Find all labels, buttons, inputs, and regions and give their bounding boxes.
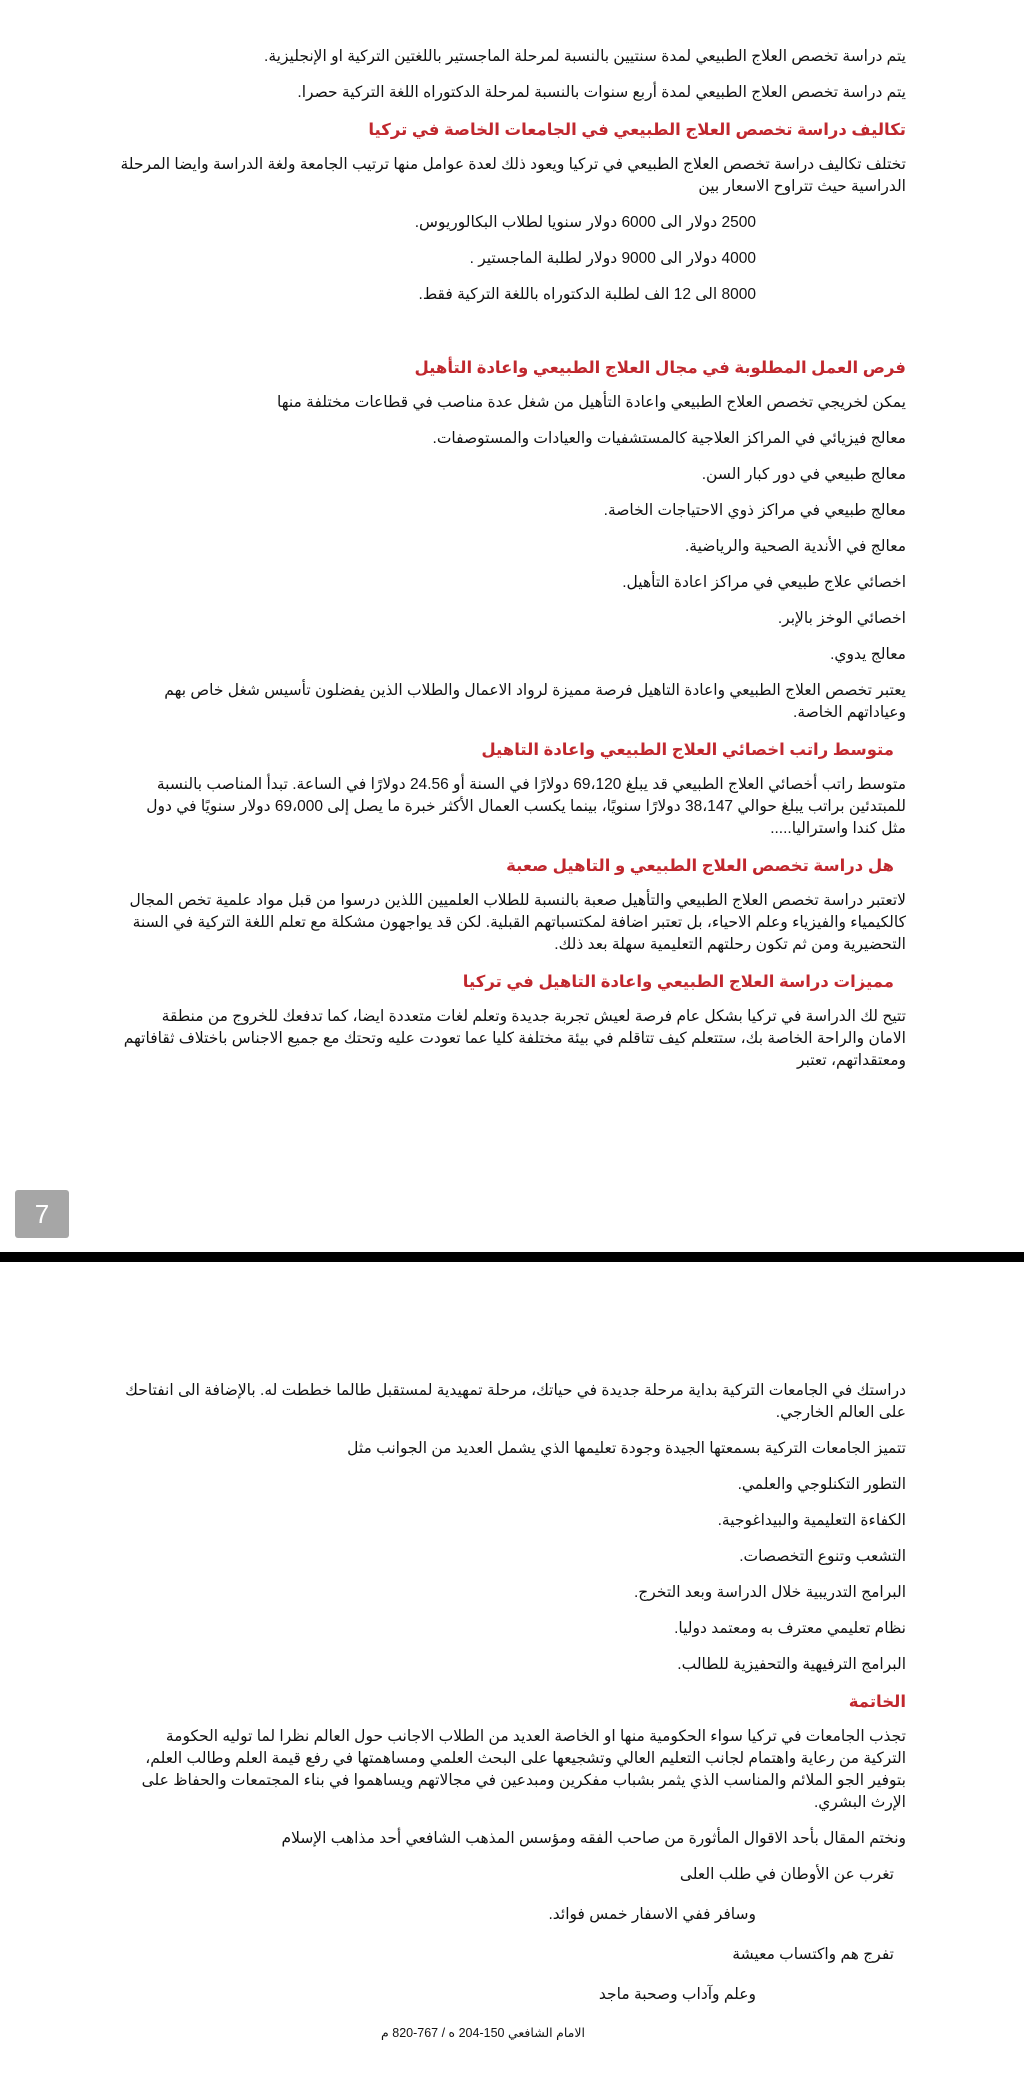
cost-item-masters: 4000 دولار الى 9000 دولار لطلبة الماجستير . — [469, 250, 756, 267]
conclusion-heading: الخاتمة — [848, 1693, 906, 1711]
cost-item-bachelor: 2500 دولار الى 6000 دولار سنويا لطلاب البكالوريوس. — [414, 214, 756, 231]
advantages-heading: مميزات دراسة العلاج الطبيعي واعادة التاهيل في تركيا — [462, 973, 894, 991]
costs-heading: تكاليف دراسة تخصص العلاج الطبيعي في الجامعات الخاصة في تركيا — [368, 121, 906, 139]
difficulty-heading: هل دراسة تخصص العلاج الطبيعي و التاهيل صعبة — [506, 857, 894, 875]
job-item: معالج في الأندية الصحية والرياضية. — [684, 538, 906, 555]
poem-line-3: تفرج هم واكتساب معيشة — [732, 1946, 894, 1963]
document-page-8 — [0, 1262, 1024, 2077]
quote-intro: ونختم المقال بأحد الاقوال المأثورة من صاحب الفقه ومؤسس المذهب الشافعي أحد مذاهب الإسلام — [281, 1830, 906, 1847]
cost-item-doctorate: 8000 الى 12 الف لطلبة الدكتوراه باللغة التركية فقط. — [418, 286, 756, 303]
costs-text: تختلف تكاليف دراسة تخصص العلاج الطبيعي في تركيا ويعود ذلك لعدة عوامل منها ترتيب الجامعة ولغة الدراسة وايضا المرحلة الدراسية حيث تتراوح الاسعار بين — [120, 156, 906, 195]
feature-item: الكفاءة التعليمية والبيداغوجية. — [717, 1512, 906, 1529]
feature-item: التطور التكنلوجي والعلمي. — [737, 1476, 906, 1493]
job-item: معالج طبيعي في دور كبار السن. — [701, 466, 906, 483]
page-2-intro: دراستك في الجامعات التركية بداية مرحلة جديدة في حياتك، مرحلة تمهيدية لمستقبل طالما خططت له. بالإضافة الى انفتاحك على العالم الخارجي. — [125, 1382, 906, 1421]
page-7-content — [120, 46, 906, 1086]
jobs-text: يمكن لخريجي تخصص العلاج الطبيعي واعادة التأهيل من شغل عدة مناصب في قطاعات مختلفة منها — [277, 394, 906, 411]
page-divider — [0, 1252, 1024, 1262]
conclusion-text: تجذب الجامعات في تركيا سواء الحكومية منها او الخاصة العديد من الطلاب الاجانب حول العالم نظرا لما توليه الحكومة التركية من رعاية واهتمام لجانب التعليم العالي وتشجيعها على البحث العلمي ومساهمتها في رفع قيمة العلم وطالب العلم، بتوفير الجو الملائم والمناسب الذي يثمر بشباب مفكرين ومبدعين في مجالاتهم ويساهموا في بناء المجتمعات والحفاظ على الإرث البشري. — [141, 1728, 906, 1811]
intro-doctorate: يتم دراسة تخصص العلاج الطبيعي لمدة أربع سنوات بالنسبة لمرحلة الدكتوراه اللغة التركية حصرا. — [297, 84, 906, 101]
salary-heading: متوسط راتب اخصائي العلاج الطبيعي واعادة التاهيل — [481, 741, 894, 759]
intro-masters: يتم دراسة تخصص العلاج الطبيعي لمدة سنتيين بالنسبة لمرحلة الماجستير باللغتين التركية او الإنجليزية. — [264, 48, 906, 65]
feature-item: التشعب وتنوع التخصصات. — [739, 1548, 906, 1565]
job-item: معالج طبيعي في مراكز ذوي الاحتياجات الخاصة. — [603, 502, 906, 519]
page-8-content — [120, 1380, 906, 2055]
poem-line-4: وعلم وآداب وصحبة ماجد — [598, 1986, 756, 2003]
job-item: اخصائي الوخز بالإبر. — [777, 610, 906, 627]
page-number-badge: 7 — [15, 1190, 69, 1238]
job-item: اخصائي علاج طبيعي في مراكز اعادة التأهيل. — [622, 574, 906, 591]
feature-item: نظام تعليمي معترف به ومعتمد دوليا. — [674, 1620, 906, 1637]
poem-line-2: وسافر ففي الاسفار خمس فوائد. — [548, 1906, 756, 1923]
poem-line-1: تغرب عن الأوطان في طلب العلى — [679, 1866, 894, 1883]
job-item: معالج يدوي. — [830, 646, 906, 663]
jobs-closing: يعتبر تخصص العلاج الطبيعي واعادة التاهيل فرصة مميزة لرواد الاعمال والطلاب الذين يفضلون تأسيس شغل خاص بهم وعياداتهم الخاصة. — [164, 682, 906, 721]
features-text: تتميز الجامعات التركية بسمعتها الجيدة وجودة تعليمها الذي يشمل العديد من الجوانب مثل — [347, 1440, 906, 1457]
salary-text: متوسط راتب أخصائي العلاج الطبيعي قد يبلغ 69،120 دولارًا في السنة أو 24.56 دولارًا في الساعة. تبدأ المناصب بالنسبة للمبتدئين براتب يبلغ حوالي 38،147 دولارًا سنويًا، بينما يكسب العمال الأكثر خبرة ما يصل إلى 69،000 دولار سنويًا في دول مثل كندا واستراليا..... — [146, 776, 906, 837]
feature-item: البرامج التدريبية خلال الدراسة وبعد التخرج. — [633, 1584, 906, 1601]
jobs-heading: فرص العمل المطلوبة في مجال العلاج الطبيعي واعادة التأهيل — [414, 359, 906, 377]
poem-citation: الامام الشافعي 150-204 ه / 767-820 م — [381, 2026, 585, 2040]
advantages-text: تتيح لك الدراسة في تركيا بشكل عام فرصة لعيش تجربة جديدة وتعلم لغات متعددة ايضا، كما تدفعك للخروج من منطقة الامان والراحة الخاصة بك، ستتعلم كيف تتاقلم في بيئة مختلفة كليا عما تعودت عليه وتحتك مع جميع الاجناس باختلاف ثقافاتهم ومعتقداتهم، تعتبر — [123, 1008, 906, 1069]
feature-item: البرامج الترفيهية والتحفيزية للطالب. — [677, 1656, 906, 1673]
difficulty-text: لاتعتبر دراسة تخصص العلاج الطبيعي والتأهيل صعبة بالنسبة للطلاب العلميين اللذين درسوا من قبل مواد علمية تخص المجال كالكيمياء والفيزياء وعلم الاحياء، بل تعتبر اضافة لمكتسباتهم القبلية. لكن قد يواجهون مشكلة مع تعلم اللغة التركية في السنة التحضيرية ومن ثم تكون رحلتهم التعليمية سهلة بعد ذلك. — [129, 892, 906, 953]
job-item: معالج فيزيائي في المراكز العلاجية كالمستشفيات والعيادات والمستوصفات. — [432, 430, 906, 447]
